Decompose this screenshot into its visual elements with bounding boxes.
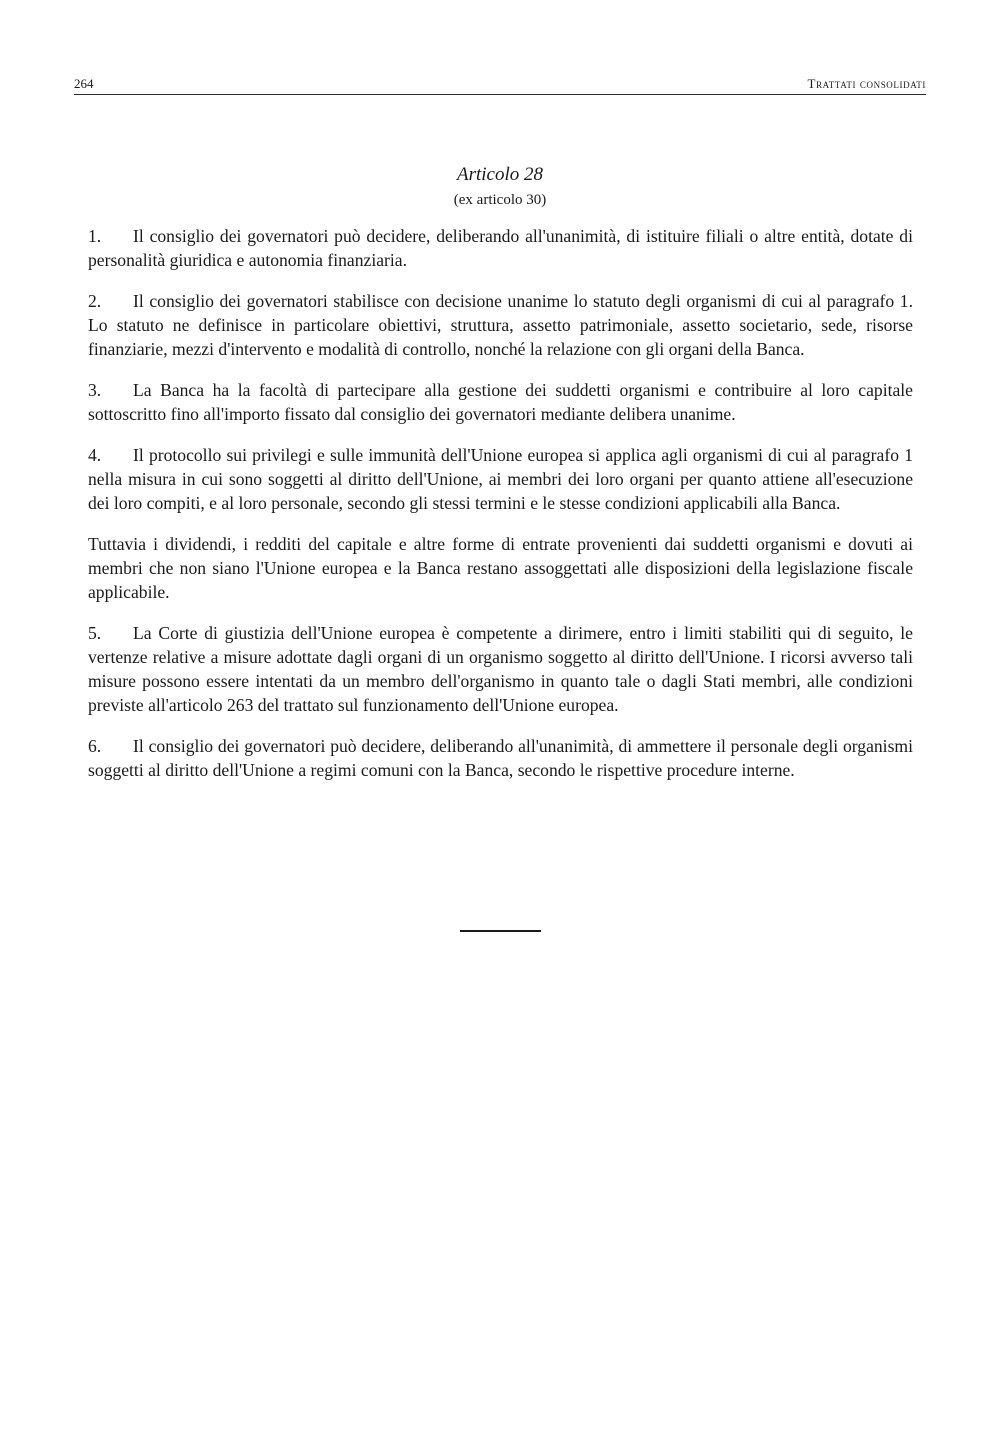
paragraph-text: La Banca ha la facoltà di partecipare alla gestione dei suddetti organismi e contribuire al loro capitale sottoscritto fino all'importo fissato dal consiglio dei governatori mediante delibera unanime. <box>88 380 913 424</box>
paragraph-number: 5. <box>88 623 102 643</box>
page-header <box>74 76 926 95</box>
paragraph-text: Il consiglio dei governatori può decidere, deliberando all'unanimità, di istituire filiali o altre entità, dotate di personalità giuridica e autonomia finanziaria. <box>88 226 913 270</box>
paragraph-number: 4. <box>88 445 102 465</box>
paragraph-text: Tuttavia i dividendi, i redditi del capitale e altre forme di entrate provenienti dai suddetti organismi e dovuti ai membri che non siano l'Unione europea e la Banca restano assoggettati alle disposizioni della legislazione fiscale applicabile. <box>88 534 913 602</box>
paragraph-4 <box>88 443 913 515</box>
paragraph-text: Il consiglio dei governatori stabilisce con decisione unanime lo statuto degli organismi di cui al paragrafo 1. Lo statuto ne definisce in particolare obiettivi, struttura, assetto patrimoniale, assetto societario, sede, risorse finanziarie, mezzi d'intervento e modalità di controllo, nonché la relazione con gli organi della Banca. <box>88 291 913 359</box>
paragraph-2 <box>88 289 913 361</box>
paragraph-text: Il consiglio dei governatori può decidere, deliberando all'unanimità, di ammettere il personale degli organismi soggetti al diritto dell'Unione a regimi comuni con la Banca, secondo le rispettive procedure interne. <box>88 736 913 780</box>
paragraph-number: 3. <box>88 380 102 400</box>
paragraph-text: Il protocollo sui privilegi e sulle immunità dell'Unione europea si applica agli organismi di cui al paragrafo 1 nella misura in cui sono soggetti al diritto dell'Unione, ai membri dei loro organi per quanto attiene all'esecuzione dei loro compiti, e al loro personale, secondo gli stessi termini e le stesse condizioni applicabili alla Banca. <box>88 445 913 513</box>
article-title: Articolo 28 <box>456 164 544 185</box>
page-number: 264 <box>74 76 94 91</box>
paragraph-4-continued <box>88 532 913 604</box>
paragraph-number: 2. <box>88 291 102 311</box>
end-rule <box>460 930 541 932</box>
paragraph-5 <box>88 621 913 717</box>
paragraph-3 <box>88 378 913 426</box>
paragraph-number: 1. <box>88 226 102 246</box>
paragraph-text: La Corte di giustizia dell'Unione europea è competente a dirimere, entro i limiti stabiliti qui di seguito, le vertenze relative a misure adottate dagli organi di un organismo soggetto al diritto dell'Unione. I ricorsi avverso tali misure possono essere intentati da un membro dell'organismo in quanto tale o dagli Stati membri, alle condizioni previste all'articolo 263 del trattato sul funzionamento dell'Unione europea. <box>88 623 913 715</box>
article-body <box>88 224 913 799</box>
paragraph-6 <box>88 734 913 782</box>
paragraph-1 <box>88 224 913 272</box>
paragraph-number: 6. <box>88 736 102 756</box>
article-subtitle: (ex articolo 30) <box>453 192 547 208</box>
running-title: Trattati consolidati <box>807 76 926 91</box>
